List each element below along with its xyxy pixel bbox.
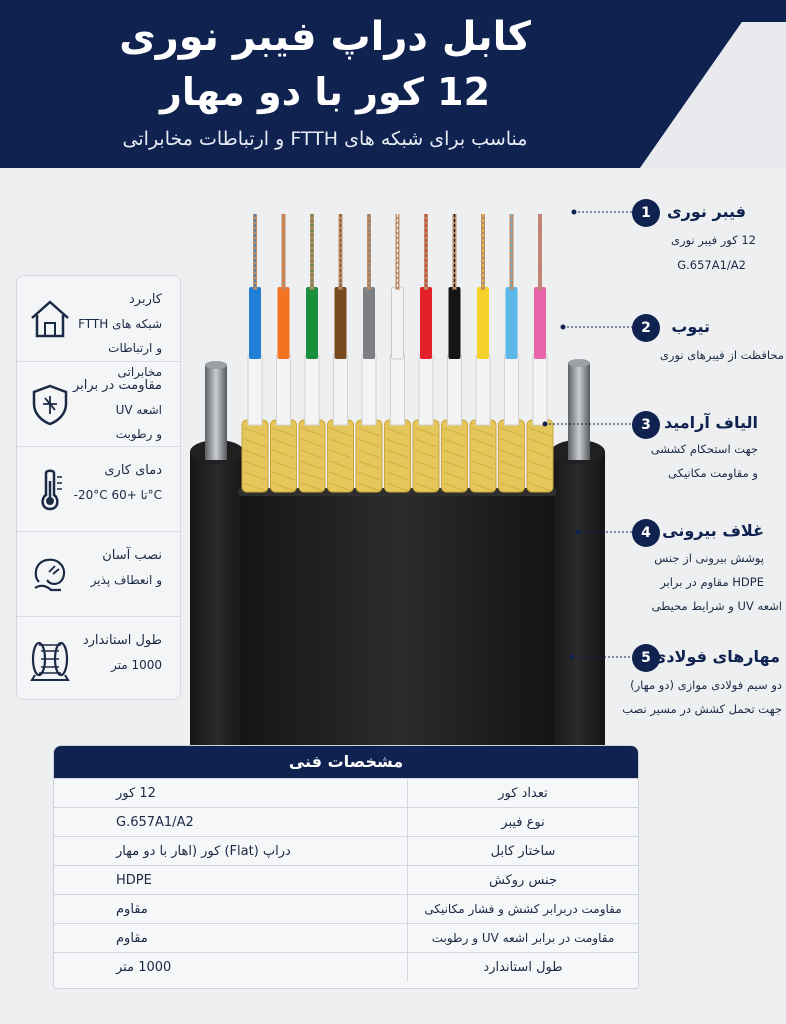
callout-line: 12 کور فیبر نوری [670,233,756,247]
fiber-strand [356,214,382,492]
spec-value: 1000 متر [54,953,408,982]
fiber-strand [470,214,496,492]
spec-key: طول استاندارد [483,960,563,975]
feature-text: مقاومت در برابر اشعه UV و رطوبت [72,378,162,441]
page-title-line2: 12 کور با دو مهار [159,70,491,114]
steel-messenger-right [550,359,605,750]
callout-line: G.657A1/A2 [677,258,746,272]
callout-title: تیوب [671,317,710,336]
fiber-strand [299,214,325,492]
callout-title: الیاف آرامید [663,413,758,432]
table-row [54,894,638,924]
spec-key: جنس روکش [489,873,557,888]
page-subtitle: مناسب برای شبکه های FTTH و ارتباطات مخابراتی [122,128,528,150]
table-row [54,807,638,837]
spec-value: مقاوم [54,924,408,953]
fiber-strand [413,214,439,492]
callout-line: اشعه UV و شرایط محیطی [651,599,782,613]
feature-uv-resistance [17,361,180,446]
callout-line: محافظت از فیبرهای نوری [659,348,784,362]
page-title-line1: کابل دراپ فیبر نوری [119,14,531,60]
features-card [16,275,181,700]
feature-application [17,276,180,379]
spec-key: نوع فیبر [501,815,545,830]
callout-line: دو سیم فولادی موازی (دو مهار) [630,678,782,692]
spec-value: دراپ (Flat) کور (اهار با دو مهار [54,837,408,866]
outer-jacket [236,488,558,745]
callout-line: پوشش بیرونی از جنس [654,551,764,565]
callout-title: غلاف بیرونی [662,521,764,540]
table-row [54,952,638,982]
feature-text: کاربرد شبکه های FTTH و ارتباطات مخابراتی [78,292,162,379]
fiber-strand [442,214,468,492]
spec-key: مقاومت دربرابر کشش و فشار مکانیکی [424,902,622,916]
spec-key: تعداد کور [498,786,548,801]
table-row [54,865,638,895]
table-row [54,836,638,866]
callout-number-badge: 5 [632,644,660,672]
feature-text: نصب آسان و انعطاف پذیر [90,548,162,587]
callout-line: HDPE مقاوم در برابر [660,575,764,589]
spec-value: 12 کور [54,779,408,808]
callout-line: جهت استحکام کششی [650,442,758,456]
spec-value: مقاوم [54,895,408,924]
feature-text: طول استاندارد 1000 متر [82,633,162,672]
spec-key: ساختار کابل [490,844,556,859]
callout-line: جهت تحمل کشش در مسیر نصب [622,702,782,716]
fiber-strand [385,214,411,492]
callout-number-badge: 3 [632,411,660,439]
fiber-strand [328,214,354,492]
table-row [54,778,638,808]
callout-number-badge: 4 [632,519,660,547]
fiber-strand [242,214,268,492]
spec-value: HDPE [54,866,408,895]
feature-standard-length [17,616,180,701]
table-row [54,923,638,953]
fiber-strand [527,214,553,492]
feature-operating-temperature [17,446,180,531]
callout-title: مهارهای فولادی [651,647,780,666]
callout-number-badge: 1 [632,199,660,227]
fiber-strand [271,214,297,492]
feature-easy-install [17,531,180,616]
fiber-strand [499,214,525,492]
feature-text: دمای کاری -20°C تا +60°C [73,463,162,502]
specs-table [53,745,639,989]
spec-key: مقاومت در برابر اشعه UV و رطوبت [431,931,615,945]
specs-heading: مشخصات فنی [54,746,638,778]
callout-line: و مقاومت مکانیکی [668,466,758,480]
callout-number-badge: 2 [632,314,660,342]
spec-value: G.657A1/A2 [54,808,408,837]
fiber-strands [242,214,553,492]
callout-title: فیبر نوری [667,202,746,221]
